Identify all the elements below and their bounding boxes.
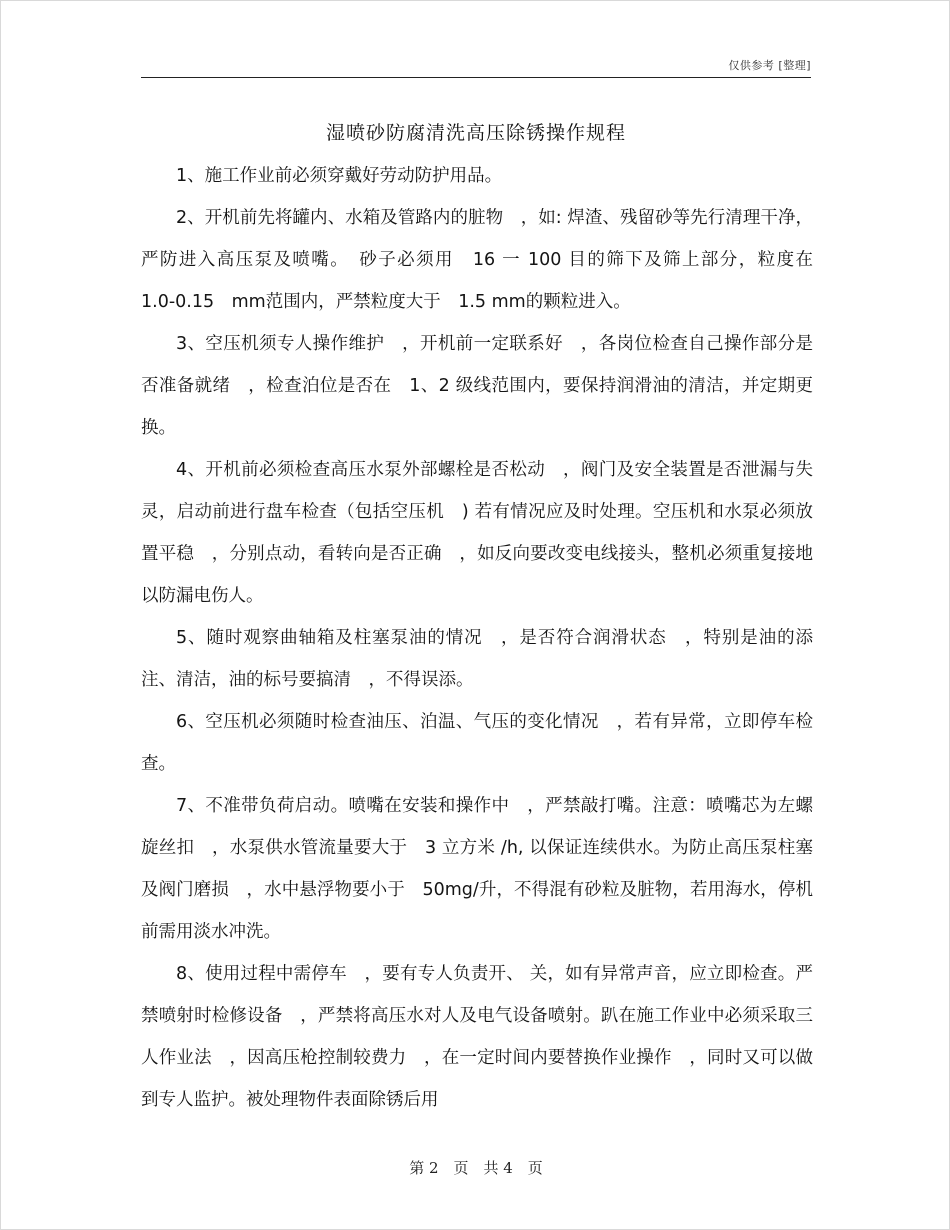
paragraph-3: 3、空压机须专人操作维护 ，开机前一定联系好 ，各岗位检查自己操作部分是否准备就绪 ，检查泊位是否在 1、2 级线范围内，要保持润滑油的清洁，并定期更换。 — [141, 334, 813, 438]
document-title: 湿喷砂防腐清洗高压除锈操作规程 — [325, 122, 626, 144]
paragraph-4: 4、开机前必须检查高压水泵外部螺栓是否松动 ，阀门及安全装置是否泄漏与失灵，启动前进行盘车检查（包括空压机 ) 若有情况应及时处理。空压机和水泵必须放置平稳 ，分别点动，看转向是否正确 ，如反向要改变电线接头，整机必须重复接地以防漏电伤人。 — [141, 460, 813, 606]
page-number: 第 2 页 共 4 页 — [409, 1159, 543, 1177]
paragraph-5: 5、随时观察曲轴箱及柱塞泵油的情况 ，是否符合润滑状态 ，特别是油的添注、清洁，油的标号要搞清 ，不得误添。 — [141, 628, 813, 690]
page-header — [141, 55, 811, 78]
header-note: 仅供参考 [整理] — [728, 59, 811, 72]
paragraph-7: 7、不准带负荷启动。喷嘴在安装和操作中 ，严禁敲打嘴。注意：喷嘴芯为左螺旋丝扣 ，水泵供水管流量要大于 3 立方米 /h, 以保证连续供水。为防止高压泵柱塞及阀门磨损 ，水中悬浮物要小于 50mg/升，不得混有砂粒及脏物，若用海水，停机前需用淡水冲洗。 — [141, 796, 813, 942]
paragraph-2: 2、开机前先将罐内、水箱及管路内的脏物 ，如: 焊渣、残留砂等先行清理干净，严防进入高压泵及喷嘴。 砂子必须用 16 一 100 目的筛下及筛上部分，粒度在 1.0-0.15 mm范围内，严禁粒度大于 1.5 mm的颗粒进入。 — [141, 208, 831, 312]
document-body — [141, 155, 831, 1121]
paragraph-8: 8、使用过程中需停车 ，要有专人负责开、 关，如有异常声音，应立即检查。严禁喷射时检修设备 ，严禁将高压水对人及电气设备喷射。趴在施工作业中必须采取三人作业法 ，因高压枪控制较费力 ，在一定时间内要替换作业操作 ，同时又可以做到专人监护。被处理物件表面除锈后用 — [141, 964, 813, 1110]
paragraph-6: 6、空压机必须随时检查油压、泊温、气压的变化情况 ，若有异常，立即停车检查。 — [141, 712, 813, 774]
paragraph-1: 1、施工作业前必须穿戴好劳动防护用品。 — [176, 166, 503, 186]
